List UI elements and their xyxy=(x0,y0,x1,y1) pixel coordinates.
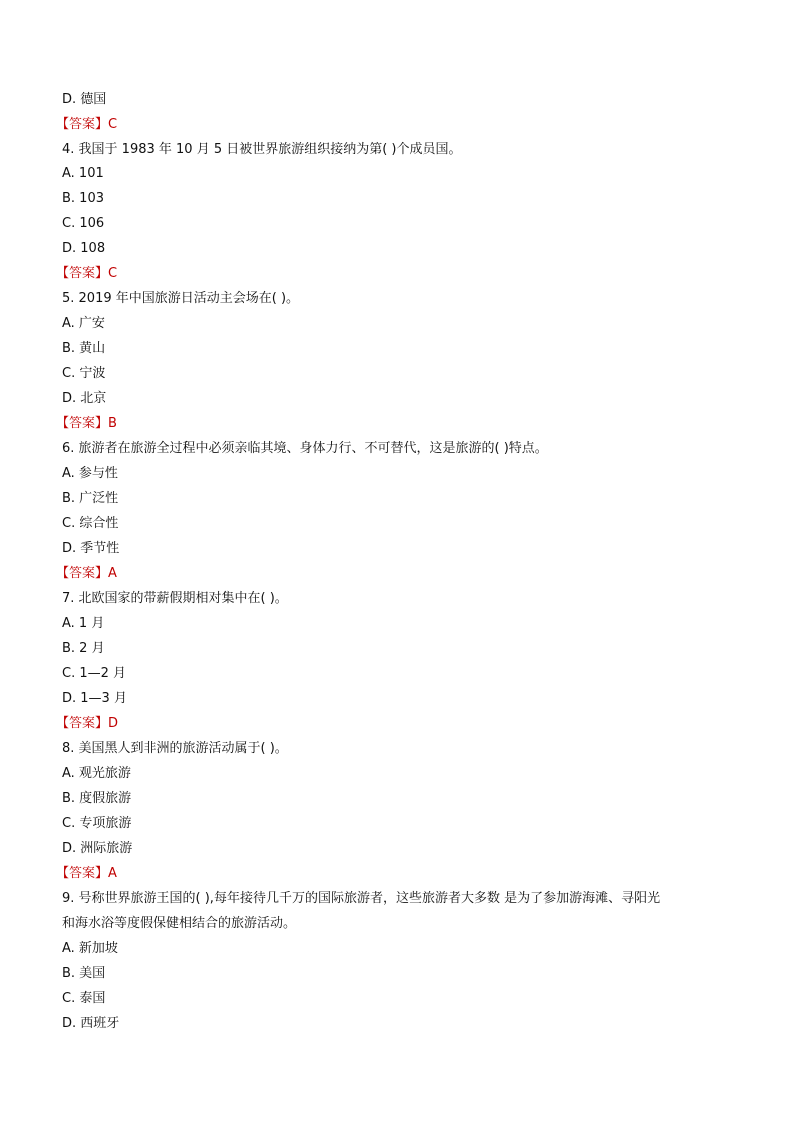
question-4: 4. 我国于 1983 年 10 月 5 日被世界旅游组织接纳为第( )个成员国。 xyxy=(62,142,462,157)
option-line: D. 108 xyxy=(62,241,106,256)
question-7: 7. 北欧国家的带薪假期相对集中在( )。 xyxy=(62,591,288,606)
answer-line: 【答案】A xyxy=(56,566,117,581)
option-line: B. 2 月 xyxy=(62,641,105,656)
answer-line: 【答案】C xyxy=(56,117,118,132)
question-5: 5. 2019 年中国旅游日活动主会场在( )。 xyxy=(62,291,300,306)
answer-line: 【答案】C xyxy=(56,266,118,281)
option-line: D. 西班牙 xyxy=(62,1016,120,1031)
option-line: B. 广泛性 xyxy=(62,491,119,506)
option-line: A. 观光旅游 xyxy=(62,766,131,781)
option-line: B. 美国 xyxy=(62,966,106,981)
question-9: 9. 号称世界旅游王国的( ),每年接待几千万的国际旅游者，这些旅游者大多数 是为了参加游海滩、寻阳光 xyxy=(62,891,661,906)
question-8: 8. 美国黑人到非洲的旅游活动属于( )。 xyxy=(62,741,288,756)
question-6: 6. 旅游者在旅游全过程中必须亲临其境、身体力行、不可替代，这是旅游的( )特点。 xyxy=(62,441,548,456)
option-line: C. 专项旅游 xyxy=(62,816,132,831)
option-line: C. 宁波 xyxy=(62,366,106,381)
option-line: A. 新加坡 xyxy=(62,941,118,956)
question-9-continued: 和海水浴等度假保健相结合的旅游活动。 xyxy=(62,916,297,931)
option-line: B. 黄山 xyxy=(62,341,106,356)
option-line: C. 泰国 xyxy=(62,991,106,1006)
option-line: A. 广安 xyxy=(62,316,105,331)
option-line: C. 1—2 月 xyxy=(62,666,127,681)
answer-line: 【答案】D xyxy=(56,716,119,731)
option-line: D. 德国 xyxy=(62,92,107,107)
option-line: B. 度假旅游 xyxy=(62,791,132,806)
option-line: B. 103 xyxy=(62,191,104,206)
option-line: D. 季节性 xyxy=(62,541,120,556)
answer-line: 【答案】A xyxy=(56,866,117,881)
option-line: C. 综合性 xyxy=(62,516,119,531)
option-line: D. 北京 xyxy=(62,391,107,406)
option-line: A. 101 xyxy=(62,166,104,181)
option-line: A. 1 月 xyxy=(62,616,105,631)
option-line: C. 106 xyxy=(62,216,105,231)
option-line: D. 1—3 月 xyxy=(62,691,127,706)
option-line: D. 洲际旅游 xyxy=(62,841,133,856)
answer-line: 【答案】B xyxy=(56,416,117,431)
option-line: A. 参与性 xyxy=(62,466,118,481)
